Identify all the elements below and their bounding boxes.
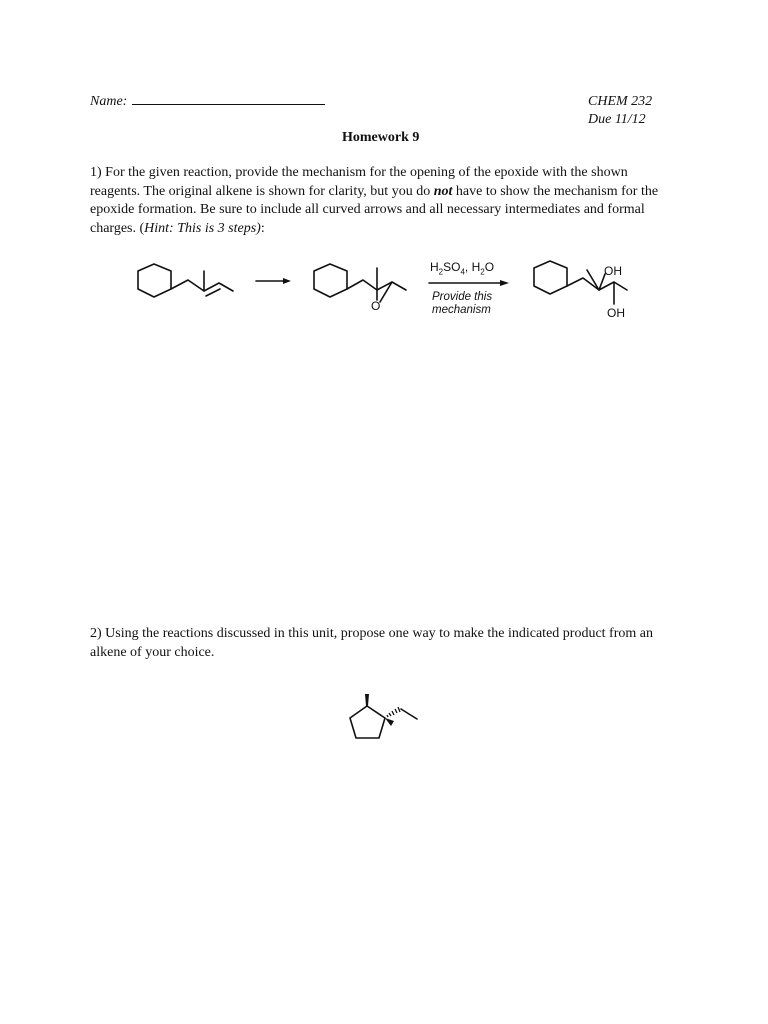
- arrow-note-line-2: mechanism: [432, 304, 491, 316]
- cyclohexane-ring-1: [138, 264, 171, 297]
- q1-hint: Hint: This is 3 steps): [144, 220, 261, 236]
- page-title: Homework 9: [342, 130, 420, 145]
- ethyl-terminal-bond: [401, 709, 417, 719]
- arrow-note: [432, 291, 492, 317]
- epoxide-oxygen-label: O: [371, 299, 381, 313]
- cyclohexane-ring-3: [534, 261, 567, 294]
- q1-text-part-b: have to show the mechanism for the epoxide formation. Be sure to include all curved arrows and all necessary intermediates and formal charges. (: [90, 183, 659, 236]
- q1-emphasis-not: not: [433, 183, 453, 199]
- cyclopentane-ring: [350, 706, 385, 738]
- question-2-text: 2) Using the reactions discussed in this unit, propose one way to make the indicated product from an alkene of your choice.: [90, 626, 653, 660]
- epoxide-structure: [314, 264, 406, 302]
- hash-bond-ethyl: [387, 707, 400, 717]
- product-oh-top: OH: [604, 264, 622, 278]
- alkene-chain: [171, 280, 233, 291]
- due-date: Due 11/12: [588, 112, 646, 127]
- reagent-arrow: [429, 280, 509, 286]
- arrow-1: [256, 278, 291, 284]
- product-methyl: [587, 270, 599, 290]
- course-code: CHEM 232: [588, 94, 653, 109]
- name-label: Name:: [90, 94, 128, 109]
- q1-text-part-a: 1) For the given reaction, provide the mechanism for the opening of the epoxide with the shown reagents. The original alkene is shown for clarity, but you do: [90, 165, 628, 199]
- product-oh-bottom: OH: [607, 306, 625, 320]
- wedge-bond-methyl-2: [385, 718, 394, 726]
- target-molecule: [350, 694, 417, 738]
- wedge-bond-methyl: [365, 694, 369, 706]
- q1-text-part-c: :: [260, 220, 265, 236]
- reagents-label: $H_2SO_4$, $H_2O$: [430, 260, 495, 277]
- arrow-note-line-1: Provide this: [432, 291, 493, 303]
- cyclohexane-ring-2: [314, 264, 347, 297]
- alkene-structure: [138, 264, 233, 297]
- double-bond-line: [206, 289, 220, 296]
